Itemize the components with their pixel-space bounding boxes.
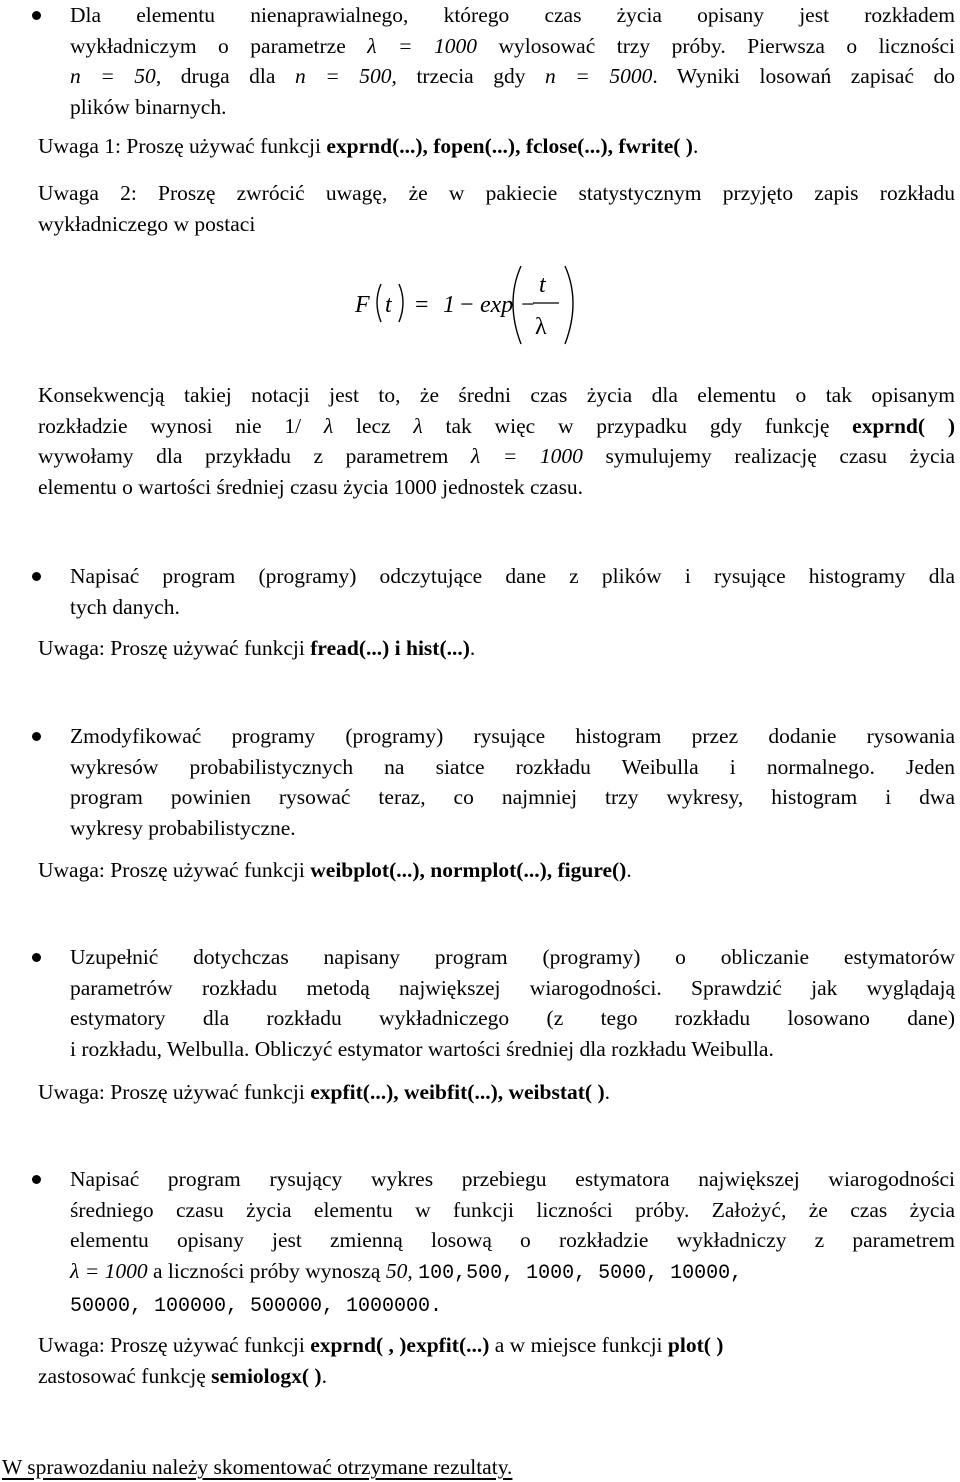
formula-one: 1 <box>443 292 455 318</box>
footer-note: W sprawozdaniu należy skomentować otrzymane rezultaty. <box>2 1455 513 1479</box>
formula-denominator: λ <box>535 314 547 340</box>
note-5: Uwaga: Proszę używać funkcji expfit(...), weibfit(...), weibstat( ). <box>38 1080 610 1104</box>
bullet-icon <box>32 732 41 741</box>
bullet-icon <box>32 572 41 581</box>
function-list: exprnd(...), fopen(...), fclose(...), fwrite( ) <box>326 134 693 158</box>
note-2: Uwaga 2: Proszę zwrócić uwagę, że w pakiecie statystycznym przyjęto zapis rozkładu wykładniczego w postaci <box>38 181 955 236</box>
bullet-icon <box>32 11 41 20</box>
function-name: plot( ) <box>667 1333 724 1357</box>
formula-exp: exp <box>480 292 514 318</box>
sample-sizes: 100,500, 1000, 5000, 10000, <box>418 1261 743 1285</box>
formula-minus-2: − <box>521 292 535 318</box>
formula-eq: = <box>415 292 429 318</box>
paragraph-1: Konsekwencją takiej notacji jest to, że średni czas życia dla elementu o tak opisanym rozkładzie wynosi nie 1/ λ lecz λ tak więc w przypadku gdy funkcję exprnd( ) wywołamy dla przykładu z parametrem λ = 1000 symulujemy realizację czasu życia elementu o wartości średniej czasu życia 1000 jednostek czasu. <box>38 383 956 499</box>
sample-sizes-2: 50000, 100000, 500000, 1000000. <box>70 1295 443 1318</box>
formula-numerator: t <box>539 272 546 298</box>
task-1-line-3: n = 50, druga dla n = 500, trzecia gdy n = 5000. Wyniki losowań zapisać do <box>70 64 956 88</box>
task-1 <box>70 0 955 122</box>
note-3: Uwaga: Proszę używać funkcji fread(...) i hist(...). <box>38 636 476 660</box>
function-list: fread(...) i hist(...) <box>310 636 470 660</box>
function-list: exprnd( , )expfit(...) <box>310 1333 490 1357</box>
bullet-icon <box>32 953 41 962</box>
note-4: Uwaga: Proszę używać funkcji weibplot(...), normplot(...), figure(). <box>38 858 632 882</box>
formula <box>355 262 615 362</box>
formula-F: F <box>355 292 370 318</box>
function-list: weibplot(...), normplot(...), figure() <box>310 858 627 882</box>
task-2: Napisać program (programy) odczytujące dane z plików i rysujące histogramy dla tych danych. <box>70 561 955 622</box>
function-list: expfit(...), weibfit(...), weibstat( ) <box>310 1080 605 1104</box>
note-6: Uwaga: Proszę używać funkcji exprnd( , )expfit(...) a w miejsce funkcji plot( ) zastosować funkcję semiologx( ). <box>38 1333 724 1388</box>
task-1-line-1: Dla elementu nienaprawialnego, którego czas życia opisany jest rozkładem <box>70 3 955 27</box>
task-1-line-2: wykładniczym o parametrze λ = 1000 wylosować trzy próby. Pierwsza o liczności <box>70 33 955 58</box>
function-name: semiologx( ) <box>211 1363 322 1388</box>
task-1-line-4: plików binarnych. <box>70 94 227 119</box>
function-name: exprnd( ) <box>852 413 956 438</box>
formula-t: t <box>385 292 392 318</box>
formula-minus: − <box>460 292 474 318</box>
task-4: Uzupełnić dotychczas napisany program (programy) o obliczanie estymatorów parametrów rozkładu metodą największej wiarogodności. Sprawdzić jak wyglądają estymatory dla rozkładu wykładniczego (z tego rozkładu losowano dane) i rozkładu, Welbulla. Obliczyć estymator wartości średniej dla rozkładu Weibulla. <box>70 942 955 1064</box>
note-1: Uwaga 1: Proszę używać funkcji exprnd(...), fopen(...), fclose(...), fwrite( ). <box>38 134 699 158</box>
task-5: Napisać program rysujący wykres przebiegu estymatora największej wiarogodności średniego czasu życia elementu w funkcji liczności próby. Założyć, że czas życia elementu opisany jest zmienną losową o rozkładzie wykładniczy z parametrem λ = 1000 a liczności próby wynoszą 50, 100,500, 1000, 5000, 10000, 50000, 100000, 500000, 1000000. <box>70 1164 955 1323</box>
task-3: Zmodyfikować programy (programy) rysujące histogram przez dodanie rysowania wykresów probabilistycznych na siatce rozkładu Weibulla i normalnego. Jeden program powinien rysować teraz, co najmniej trzy wykresy, histogram i dwa wykresy probabilistyczne. <box>70 721 955 843</box>
bullet-icon <box>32 1175 41 1184</box>
